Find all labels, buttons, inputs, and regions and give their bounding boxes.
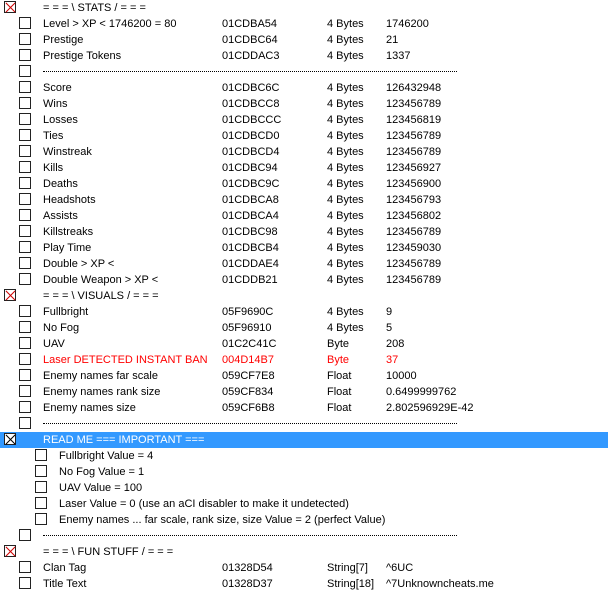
entry-description: Laser DETECTED INSTANT BAN bbox=[43, 354, 208, 366]
table-row[interactable] bbox=[0, 96, 608, 112]
active-checkbox[interactable] bbox=[19, 33, 31, 45]
entry-value[interactable]: 5 bbox=[386, 322, 393, 334]
entry-address: 059CF6B8 bbox=[222, 402, 275, 414]
table-row[interactable] bbox=[0, 368, 608, 384]
table-row[interactable] bbox=[0, 256, 608, 272]
entry-description: Enemy names rank size bbox=[43, 386, 161, 398]
active-checkbox[interactable] bbox=[35, 513, 47, 525]
separator-row[interactable] bbox=[0, 416, 608, 432]
entry-value[interactable]: ^7Unknowncheats.me bbox=[386, 578, 494, 590]
entry-value[interactable]: 123456900 bbox=[386, 178, 442, 190]
active-checkbox[interactable] bbox=[19, 17, 31, 29]
entry-description: Double > XP < bbox=[43, 258, 115, 270]
table-row[interactable] bbox=[0, 496, 608, 512]
entry-value[interactable]: 123456789 bbox=[386, 258, 442, 270]
active-checkbox[interactable] bbox=[19, 561, 31, 573]
active-checkbox[interactable] bbox=[19, 529, 31, 541]
entry-type: 4 Bytes bbox=[327, 274, 364, 286]
active-checkbox[interactable] bbox=[19, 305, 31, 317]
entry-description: Kills bbox=[43, 162, 64, 174]
entry-description: Double Weapon > XP < bbox=[43, 274, 159, 286]
entry-description: Play Time bbox=[43, 242, 92, 254]
entry-address: 059CF834 bbox=[222, 386, 274, 398]
entry-address: 05F96910 bbox=[222, 322, 272, 334]
active-checkbox[interactable] bbox=[19, 257, 31, 269]
entry-description: = = = \ VISUALS / = = = bbox=[43, 290, 159, 302]
entry-address: 01CDBC6C bbox=[222, 82, 280, 94]
entry-description: Losses bbox=[43, 114, 78, 126]
entry-type: 4 Bytes bbox=[327, 226, 364, 238]
entry-value[interactable]: 10000 bbox=[386, 370, 417, 382]
active-checkbox[interactable] bbox=[4, 545, 16, 557]
entry-address: 01328D54 bbox=[222, 562, 273, 574]
table-row[interactable] bbox=[0, 240, 608, 256]
entry-address: 01CDBCB4 bbox=[222, 242, 279, 254]
entry-type: Float bbox=[327, 386, 352, 398]
entry-address: 004D14B7 bbox=[222, 354, 274, 366]
table-row[interactable] bbox=[0, 352, 608, 368]
table-row[interactable] bbox=[0, 448, 608, 464]
entry-value[interactable]: 37 bbox=[386, 354, 399, 366]
entry-address: 01CDBCA8 bbox=[222, 194, 279, 206]
entry-type: Float bbox=[327, 402, 352, 414]
entry-value[interactable]: 9 bbox=[386, 306, 393, 318]
table-row[interactable] bbox=[0, 464, 608, 480]
entry-value[interactable]: 123456789 bbox=[386, 130, 442, 142]
entry-address: 01CDBC98 bbox=[222, 226, 278, 238]
entry-address: 01CDDAC3 bbox=[222, 50, 280, 62]
group-header-row[interactable] bbox=[0, 0, 608, 16]
entry-type: 4 Bytes bbox=[327, 34, 364, 46]
entry-description: UAV Value = 100 bbox=[59, 482, 143, 494]
entry-value[interactable]: 123456927 bbox=[386, 162, 442, 174]
table-row[interactable] bbox=[0, 576, 608, 592]
active-checkbox[interactable] bbox=[19, 401, 31, 413]
active-checkbox[interactable] bbox=[19, 353, 31, 365]
entry-value[interactable]: 208 bbox=[386, 338, 405, 350]
active-checkbox[interactable] bbox=[19, 385, 31, 397]
entry-description: Enemy names ... far scale, rank size, size Value = 2 (perfect Value) bbox=[59, 514, 386, 526]
table-row[interactable] bbox=[0, 48, 608, 64]
entry-description: READ ME === IMPORTANT === bbox=[43, 434, 205, 446]
entry-description: Fullbright bbox=[43, 306, 89, 318]
entry-type: 4 Bytes bbox=[327, 210, 364, 222]
entry-description: Assists bbox=[43, 210, 78, 222]
entry-address: 01CDBCCC bbox=[222, 114, 282, 126]
entry-description: Prestige bbox=[43, 34, 84, 46]
active-checkbox[interactable] bbox=[19, 337, 31, 349]
entry-description: Headshots bbox=[43, 194, 96, 206]
active-checkbox[interactable] bbox=[19, 161, 31, 173]
active-checkbox[interactable] bbox=[19, 113, 31, 125]
table-row[interactable] bbox=[0, 512, 608, 528]
entry-address: 01328D37 bbox=[222, 578, 273, 590]
entry-address: 01CDBC9C bbox=[222, 178, 280, 190]
entry-type: 4 Bytes bbox=[327, 82, 364, 94]
entry-description: Killstreaks bbox=[43, 226, 94, 238]
entry-address: 01CDBA54 bbox=[222, 18, 278, 30]
table-row[interactable] bbox=[0, 16, 608, 32]
table-row[interactable] bbox=[0, 384, 608, 400]
entry-address: 05F9690C bbox=[222, 306, 274, 318]
entry-type: Float bbox=[327, 370, 352, 382]
entry-description: Title Text bbox=[43, 578, 87, 590]
entry-description: Winstreak bbox=[43, 146, 92, 158]
entry-value[interactable]: 123456789 bbox=[386, 98, 442, 110]
entry-type: 4 Bytes bbox=[327, 98, 364, 110]
separator-line bbox=[43, 71, 457, 72]
group-header-row[interactable] bbox=[0, 288, 608, 304]
active-checkbox[interactable] bbox=[19, 81, 31, 93]
entry-description: Clan Tag bbox=[43, 562, 87, 574]
table-row[interactable] bbox=[0, 400, 608, 416]
entry-value[interactable]: ^6UC bbox=[386, 562, 414, 574]
active-checkbox[interactable] bbox=[19, 129, 31, 141]
entry-address: 01CDDAE4 bbox=[222, 258, 279, 270]
entry-value[interactable]: 123456802 bbox=[386, 210, 442, 222]
active-checkbox[interactable] bbox=[35, 481, 47, 493]
entry-value[interactable]: 1337 bbox=[386, 50, 411, 62]
table-row[interactable] bbox=[0, 144, 608, 160]
entry-type: 4 Bytes bbox=[327, 114, 364, 126]
entry-description: = = = \ FUN STUFF / = = = bbox=[43, 546, 174, 558]
entry-type: 4 Bytes bbox=[327, 306, 364, 318]
entry-value[interactable]: 21 bbox=[386, 34, 399, 46]
entry-description: Enemy names far scale bbox=[43, 370, 158, 382]
entry-description: Wins bbox=[43, 98, 68, 110]
entry-address: 01CDBCD0 bbox=[222, 130, 280, 142]
entry-type: 4 Bytes bbox=[327, 258, 364, 270]
group-header-row[interactable] bbox=[0, 432, 608, 448]
active-checkbox[interactable] bbox=[19, 417, 31, 429]
entry-description: = = = \ STATS / = = = bbox=[43, 2, 146, 14]
entry-type: Byte bbox=[327, 354, 350, 366]
table-row[interactable] bbox=[0, 176, 608, 192]
active-checkbox[interactable] bbox=[19, 177, 31, 189]
active-checkbox[interactable] bbox=[19, 145, 31, 157]
table-row[interactable] bbox=[0, 208, 608, 224]
entry-description: No Fog Value = 1 bbox=[59, 466, 145, 478]
entry-type: 4 Bytes bbox=[327, 322, 364, 334]
active-checkbox[interactable] bbox=[19, 369, 31, 381]
table-row[interactable] bbox=[0, 112, 608, 128]
entry-value[interactable]: 1746200 bbox=[386, 18, 429, 30]
active-checkbox[interactable] bbox=[19, 209, 31, 221]
table-row[interactable] bbox=[0, 336, 608, 352]
entry-description: Prestige Tokens bbox=[43, 50, 122, 62]
entry-address: 01CDBC64 bbox=[222, 34, 278, 46]
entry-type: 4 Bytes bbox=[327, 178, 364, 190]
entry-value[interactable]: 123456793 bbox=[386, 194, 442, 206]
entry-description: Fullbright Value = 4 bbox=[59, 450, 154, 462]
entry-address: 01CDBC94 bbox=[222, 162, 278, 174]
table-row[interactable] bbox=[0, 320, 608, 336]
active-checkbox[interactable] bbox=[19, 193, 31, 205]
entry-description: No Fog bbox=[43, 322, 80, 334]
entry-description: Enemy names size bbox=[43, 402, 136, 414]
table-row[interactable] bbox=[0, 272, 608, 288]
separator-row[interactable] bbox=[0, 64, 608, 80]
entry-description: Level > XP < 1746200 = 80 bbox=[43, 18, 177, 30]
entry-value[interactable]: 123456819 bbox=[386, 114, 442, 126]
entry-type: 4 Bytes bbox=[327, 146, 364, 158]
active-checkbox[interactable] bbox=[19, 577, 31, 589]
table-row[interactable] bbox=[0, 128, 608, 144]
entry-description: Score bbox=[43, 82, 72, 94]
table-row[interactable] bbox=[0, 80, 608, 96]
active-checkbox[interactable] bbox=[35, 465, 47, 477]
entry-value[interactable]: 126432948 bbox=[386, 82, 442, 94]
entry-description: UAV bbox=[43, 338, 65, 350]
active-checkbox[interactable] bbox=[19, 65, 31, 77]
entry-value[interactable]: 123456789 bbox=[386, 226, 442, 238]
entry-type: String[7] bbox=[327, 562, 368, 574]
entry-type: 4 Bytes bbox=[327, 194, 364, 206]
active-checkbox[interactable] bbox=[4, 289, 16, 301]
table-row[interactable] bbox=[0, 160, 608, 176]
entry-type: Byte bbox=[327, 338, 350, 350]
active-checkbox[interactable] bbox=[4, 433, 16, 445]
entry-address: 01CDBCC8 bbox=[222, 98, 280, 110]
table-row[interactable] bbox=[0, 304, 608, 320]
entry-value[interactable]: 2.802596929E-42 bbox=[386, 402, 474, 414]
group-header-row[interactable] bbox=[0, 544, 608, 560]
entry-address: 01CDBCD4 bbox=[222, 146, 280, 158]
entry-description: Deaths bbox=[43, 178, 78, 190]
entry-type: String[18] bbox=[327, 578, 375, 590]
entry-address: 01CDBCA4 bbox=[222, 210, 279, 222]
active-checkbox[interactable] bbox=[19, 321, 31, 333]
separator-line bbox=[43, 535, 457, 536]
entry-value[interactable]: 123456789 bbox=[386, 146, 442, 158]
active-checkbox[interactable] bbox=[35, 497, 47, 509]
entry-type: 4 Bytes bbox=[327, 18, 364, 30]
table-row[interactable] bbox=[0, 560, 608, 576]
table-row[interactable] bbox=[0, 480, 608, 496]
entry-type: 4 Bytes bbox=[327, 162, 364, 174]
active-checkbox[interactable] bbox=[19, 241, 31, 253]
entry-value[interactable]: 123456789 bbox=[386, 274, 442, 286]
table-row[interactable] bbox=[0, 192, 608, 208]
active-checkbox[interactable] bbox=[19, 273, 31, 285]
entry-address: 01C2C41C bbox=[222, 338, 277, 350]
entry-address: 01CDDB21 bbox=[222, 274, 278, 286]
entry-value[interactable]: 123459030 bbox=[386, 242, 442, 254]
separator-line bbox=[43, 423, 457, 424]
entry-address: 059CF7E8 bbox=[222, 370, 275, 382]
table-row[interactable] bbox=[0, 32, 608, 48]
table-row[interactable] bbox=[0, 224, 608, 240]
separator-row[interactable] bbox=[0, 528, 608, 544]
active-checkbox[interactable] bbox=[19, 97, 31, 109]
entry-type: 4 Bytes bbox=[327, 50, 364, 62]
active-checkbox[interactable] bbox=[4, 1, 16, 13]
entry-description: Ties bbox=[43, 130, 64, 142]
active-checkbox[interactable] bbox=[19, 225, 31, 237]
active-checkbox[interactable] bbox=[19, 49, 31, 61]
entry-type: 4 Bytes bbox=[327, 130, 364, 142]
entry-value[interactable]: 0.6499999762 bbox=[386, 386, 457, 398]
active-checkbox[interactable] bbox=[35, 449, 47, 461]
entry-description: Laser Value = 0 (use an aCI disabler to make it undetected) bbox=[59, 498, 349, 510]
entry-type: 4 Bytes bbox=[327, 242, 364, 254]
